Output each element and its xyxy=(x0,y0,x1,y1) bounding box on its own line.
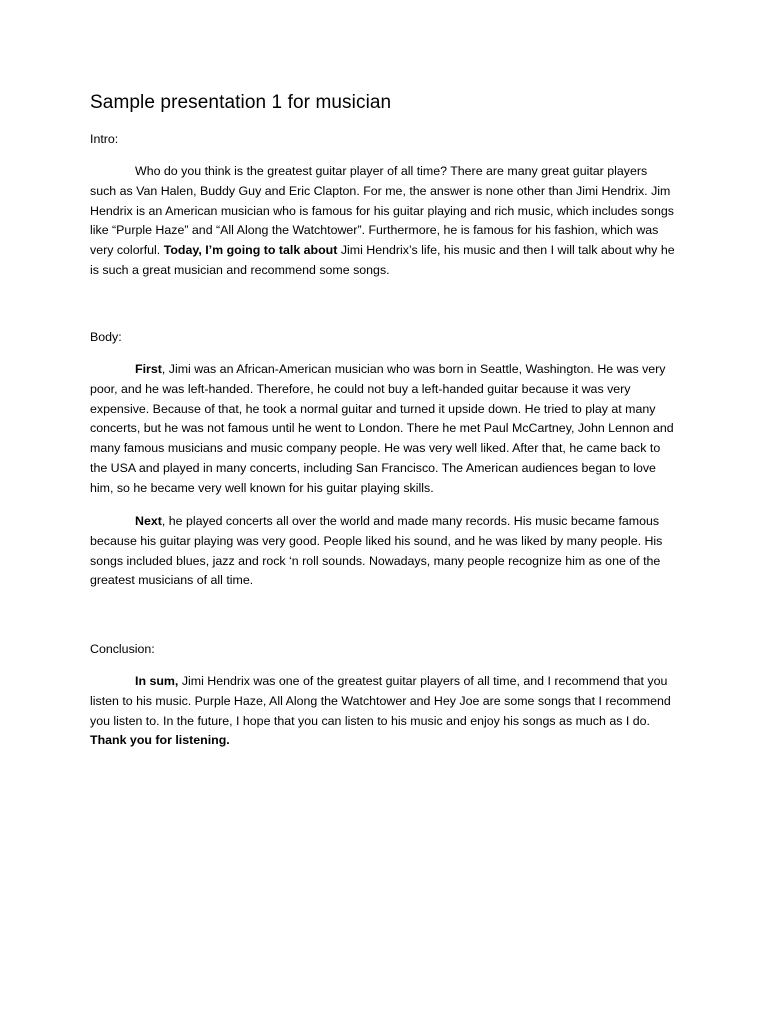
intro-text-start: Who do you think is the greatest guitar player of all time? There are many great guitar players such as Van Halen, Buddy Guy and Eric Clapton. For me, the answer is none other than Jimi Hendrix. Jim Hendrix is an American musician who is famous for his guitar playing and rich music, which includes songs like “Purple Haze” and “All Along the Watchtower”. Furthermore, he is famous for his fashion, which was very colorful. xyxy=(90,164,674,258)
intro-heading: Intro: xyxy=(90,132,119,146)
body-paragraph-next xyxy=(90,512,676,591)
first-paragraph-text: , Jimi was an African-American musician who was born in Seattle, Washington. He was very poor, and he was left-handed. Therefore, he could not buy a left-handed guitar because it was very expensive. Because of that, he took a normal guitar and turned it upside down. He tried to play at many concerts, but he was not famous until he went to London. There he met Paul McCartney, John Lennon and many famous musicians and music company people. He was very well liked. After that, he came back to the USA and played in many concerts, including San Francisco. The American audiences began to love him, so he became very well known for his guitar playing skills. xyxy=(90,362,674,495)
next-bold-word: Next xyxy=(135,514,162,528)
intro-text-end: Jimi Hendrix’s life, his music and then I will talk about why he is such a great musician and recommend some songs. xyxy=(90,243,675,277)
intro-bold-phrase: Today, I’m going to talk about xyxy=(163,243,338,258)
next-paragraph-text: , he played concerts all over the world and made many records. His music became famous because his guitar playing was very good. People liked his sound, and he was liked by many people. His songs included blues, jazz and rock ‘n roll sounds. Nowadays, many people recognize him as one of the greatest musicians of all time. xyxy=(90,514,663,588)
conclusion-heading: Conclusion: xyxy=(90,642,155,656)
intro-paragraph xyxy=(90,162,676,281)
conclusion-paragraph xyxy=(90,672,676,751)
thank-you-bold-phrase: Thank you for listening. xyxy=(90,733,230,748)
in-sum-bold-phrase: In sum, xyxy=(135,674,179,688)
first-bold-word: First xyxy=(135,362,162,376)
body-heading: Body: xyxy=(90,330,122,344)
body-paragraph-first xyxy=(90,360,676,499)
document-title: Sample presentation 1 for musician xyxy=(90,92,392,113)
conclusion-text: Jimi Hendrix was one of the greatest guitar players of all time, and I recommend that you listen to his music. Purple Haze, All Along the Watchtower and Hey Joe are some songs that I recommend you listen to. In the future, I hope that you can listen to his music and enjoy his songs as much as I do. xyxy=(90,674,671,728)
